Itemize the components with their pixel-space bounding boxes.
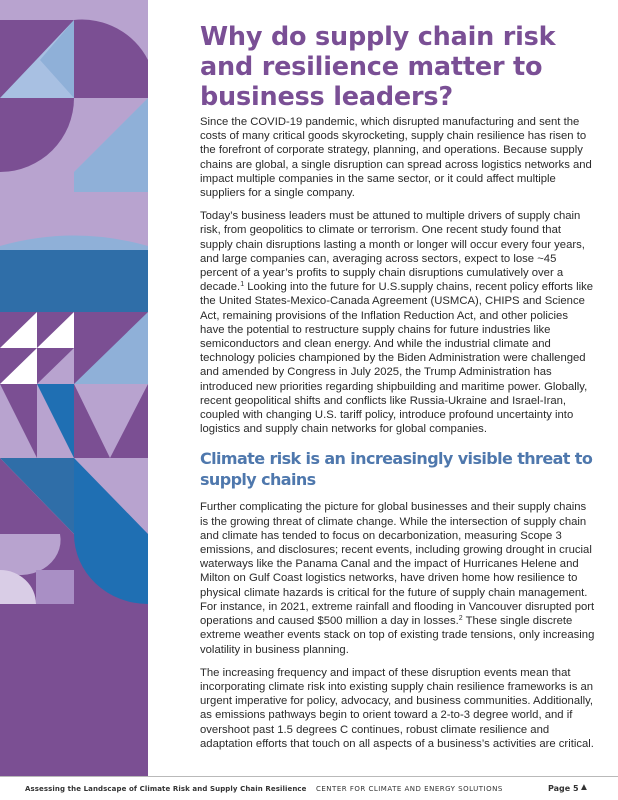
triangle-up-icon[interactable]: ▲ xyxy=(579,782,589,793)
body-paragraph-3-part-a: Further complicating the picture for global businesses and their supply chains is the growing threat of climate change. While the intersection of supply chain and climate has tended to focus on decarbonization, measuring Scope 3 emissions, and disclosures; recent events, including growing drought in crucial waterways like the Panama Canal and the impact of Hurricanes Helene and Milton on Gulf Coast logistics networks, have driven home how resilience to physical climate hazards is critical for the future of supply chain management. For instance, in 2021, extreme rainfall and flooding in Vancouver disrupted port operations and caused $500 million a day in losses. xyxy=(200,501,595,628)
footer-report-title: Assessing the Landscape of Climate Risk and Supply Chain Resilience xyxy=(25,785,307,793)
body-paragraph-1: Since the COVID-19 pandemic, which disrupted manufacturing and sent the costs of many critical goods skyrocketing, supply chain resilience has risen to the forefront of corporate strategy, planning, and operations. Because supply chains are global, a single disruption can spread across logistics networks and impact multiple companies in the same sector, or it could affect multiple suppliers for a single company. xyxy=(200,116,592,200)
body-paragraph-2-part-b: Looking into the future for U.S.supply chains, recent policy efforts like the United States-Mexico-Canada Agreement (USMCA), CHIPS and Science Act, remaining provisions of the Inflation Reduction Act, and other policies have the potential to restructure supply chains for future industries like semiconductors and clean energy. And while the industrial climate and technology policies championed by the Biden Administration were challenged and amended by Congress in July 2025, the Trump Administration has introduced new priorities regarding shipbuilding and maritime power. Globally, recent geopolitical shifts and conflicts like Russia-Ukraine and Israel-Iran, coupled with changing U.S. tariff policy, introduce profound uncertainty into logistics and supply chain networks for global companies. xyxy=(200,281,594,436)
page-title: Why do supply chain risk and resilience matter to business leaders? xyxy=(200,22,556,112)
footer-organization: CENTER FOR CLIMATE AND ENERGY SOLUTIONS xyxy=(316,785,503,793)
page-footer xyxy=(0,776,618,800)
body-paragraph-4: The increasing frequency and impact of these disruption events mean that incorporating climate risk into existing supply chain resilience frameworks is an urgent imperative for policy, advocacy, and business communities. Additionally, as emissions pathways begin to orient toward a 2-to-3 degree world, and if overshoot past 1.5 degrees C continues, robust climate resilience and adaptation efforts that touch on all aspects of a business’s activities are critical. xyxy=(200,666,594,750)
main-content xyxy=(200,22,595,751)
body-paragraph-3 xyxy=(200,500,595,656)
footer-page-number: Page 5 xyxy=(548,784,579,793)
body-paragraph-2-part-a: Today’s business leaders must be attuned to multiple drivers of supply chain risk, from geopolitics to climate or terrorism. One recent study found that supply chain disruptions lasting a month or longer will occur every four years, and large companies can, averaging across sectors, expect to lose ~45 percent of a year’s profits to supply chain disruptions cumulatively over a decade. xyxy=(200,210,585,294)
section-subheading: Climate risk is an increasingly visible threat to supply chains xyxy=(200,449,593,490)
footnote-ref-1[interactable]: 1 xyxy=(240,281,245,289)
decorative-geometric-pattern xyxy=(0,0,148,776)
body-paragraph-3-part-b: These single discrete extreme weather events stack on top of existing trade tensions, only increasing volatility in business planning. xyxy=(200,615,595,656)
footnote-ref-2[interactable]: 2 xyxy=(458,615,463,623)
body-paragraph-2 xyxy=(200,209,595,436)
